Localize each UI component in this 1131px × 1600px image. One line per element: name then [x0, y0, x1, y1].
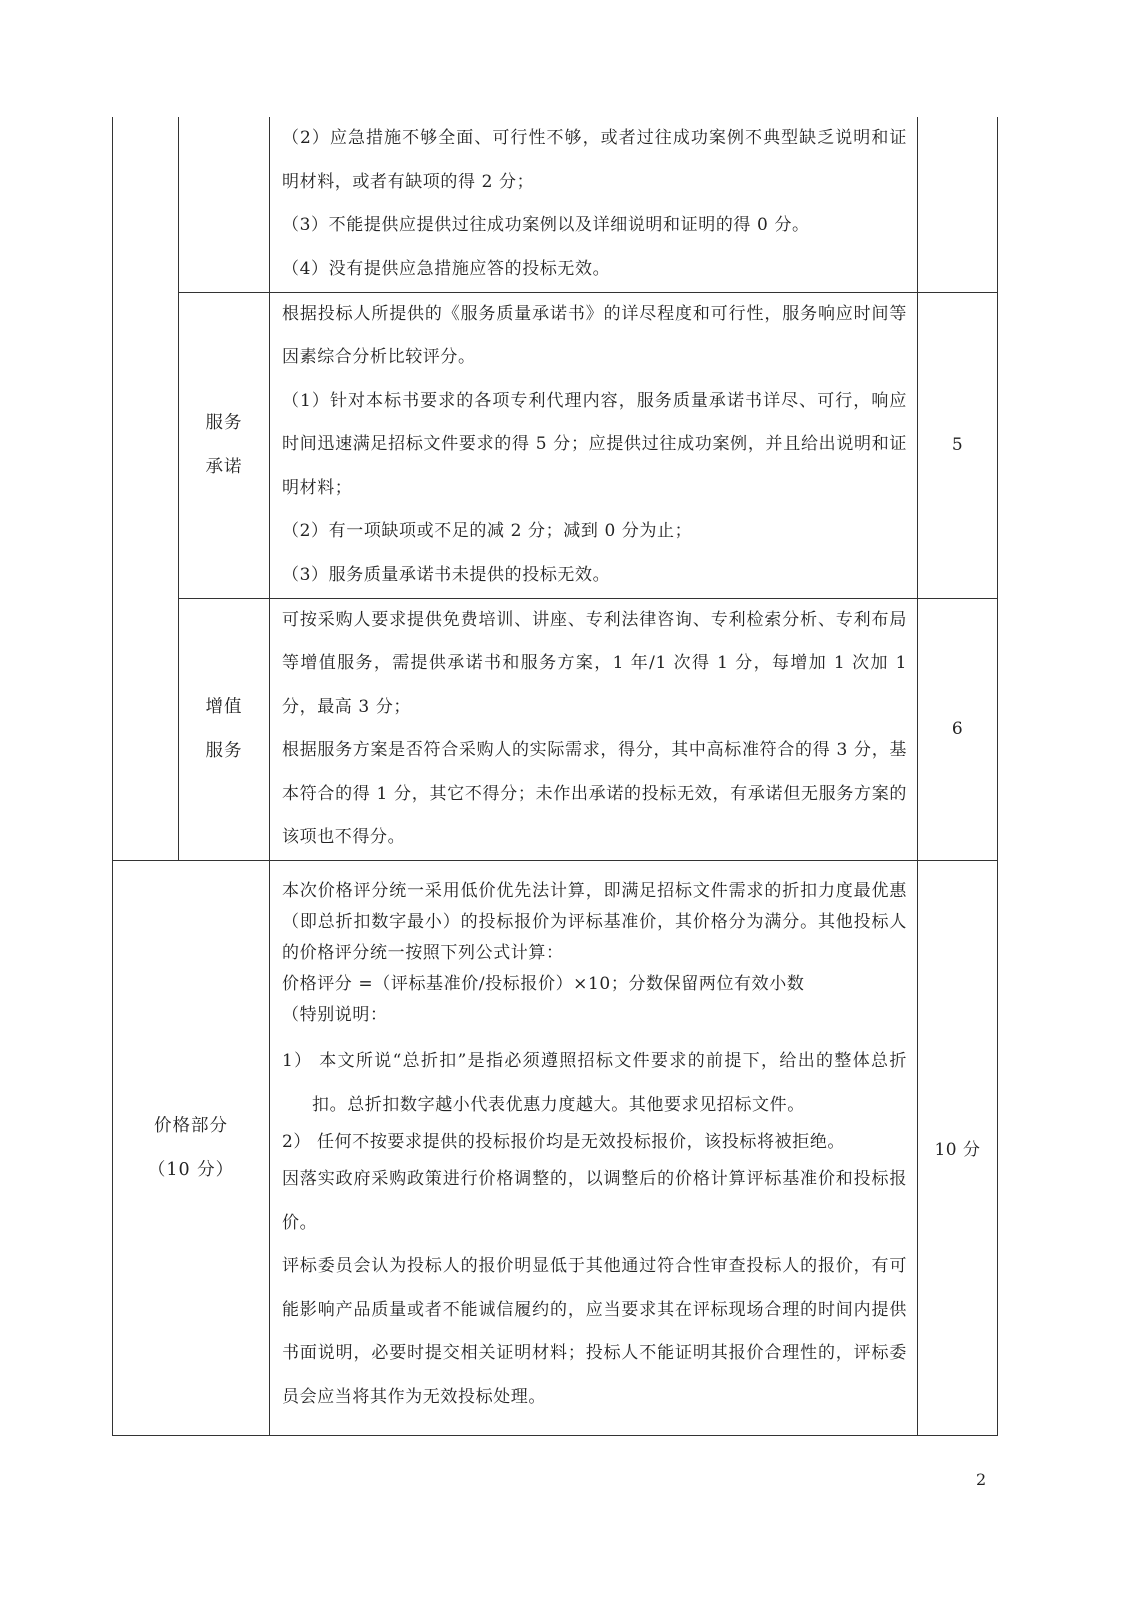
service-commitment-label	[179, 292, 270, 598]
emergency-criteria-cell	[270, 117, 918, 292]
price-label-line1: 价格部分	[154, 1115, 228, 1136]
service-commitment-intro: 根据投标人所提供的《服务质量承诺书》的详尽程度和可行性，服务响应时间等因素综合分析比较评分。	[282, 303, 907, 368]
emergency-item-2: （2）应急措施不够全面、可行性不够，或者过往成功案例不典型缺乏说明和证明材料，或者有缺项的得 2 分；	[282, 128, 907, 192]
emergency-item-3: （3）不能提供应提供过往成功案例以及详细说明和证明的得 0 分。	[282, 215, 810, 236]
price-formula: 价格评分 =（评标基准价/投标报价）×10；分数保留两位有效小数	[282, 974, 805, 994]
subcategory-cell-continued	[179, 117, 270, 292]
price-label	[113, 860, 270, 1435]
scoring-table	[112, 117, 998, 1436]
value-added-paragraph-2: 根据服务方案是否符合采购人的实际需求，得分，其中高标准符合的得 3 分，基本符合的得 1 分，其它不得分；未作出承诺的投标无效，有承诺但无服务方案的该项也不得分。	[282, 740, 907, 847]
price-score: 10 分	[918, 860, 998, 1435]
service-commitment-item-1: （1）针对本标书要求的各项专利代理内容，服务质量承诺书详尽、可行，响应时间迅速满足招标文件要求的得 5 分；应提供过往成功案例，并且给出说明和证明材料；	[282, 390, 907, 498]
price-intro: 本次价格评分统一采用低价优先法计算，即满足招标文件需求的折扣力度最优惠（即总折扣数字最小）的投标报价为评标基准价，其价格分为满分。其他投标人的价格评分统一按照下列公式计算：	[282, 881, 907, 963]
service-commitment-score: 5	[918, 292, 998, 598]
value-added-label	[179, 598, 270, 860]
value-added-label-line2: 服务	[205, 741, 243, 761]
price-note-1: 1） 本文所说“总折扣”是指必须遵照招标文件要求的前提下，给出的整体总折扣。总折扣数字越小代表优惠力度越大。其他要求见招标文件。	[282, 1051, 907, 1115]
price-special-note: （特别说明：	[282, 1005, 388, 1025]
price-low-price-rule: 评标委员会认为投标人的报价明显低于其他通过符合性审查投标人的报价，有可能影响产品质量或者不能诚信履约的，应当要求其在评标现场合理的时间内提供书面说明，必要时提交相关证明材料；投标人不能证明其报价合理性的，评标委员会应当将其作为无效投标处理。	[282, 1256, 907, 1407]
emergency-score-cell	[918, 117, 998, 292]
price-note-2: 2） 任何不按要求提供的投标报价均是无效投标报价，该投标将被拒绝。	[282, 1132, 846, 1152]
service-commitment-label-line2: 承诺	[205, 457, 243, 477]
category-cell-continued	[113, 117, 179, 860]
table-row-price	[113, 860, 998, 1435]
price-policy: 因落实政府采购政策进行价格调整的，以调整后的价格计算评标基准价和投标报价。	[282, 1169, 907, 1233]
price-criteria-cell	[270, 860, 918, 1435]
service-commitment-criteria-cell	[270, 292, 918, 598]
table-row-emergency	[113, 117, 998, 292]
value-added-score: 6	[918, 598, 998, 860]
table-row-service-commitment	[113, 292, 998, 598]
value-added-label-line1: 增值	[205, 697, 243, 717]
service-commitment-item-3: （3）服务质量承诺书未提供的投标无效。	[282, 564, 611, 585]
table-row-value-added	[113, 598, 998, 860]
service-commitment-item-2: （2）有一项缺项或不足的减 2 分；减到 0 分为止；	[282, 521, 693, 542]
value-added-paragraph-1: 可按采购人要求提供免费培训、讲座、专利法律咨询、专利检索分析、专利布局等增值服务，需提供承诺书和服务方案，1 年/1 次得 1 分，每增加 1 次加 1 分，最高 3 分；	[282, 609, 907, 717]
emergency-item-4: （4）没有提供应急措施应答的投标无效。	[282, 258, 611, 279]
service-commitment-label-line1: 服务	[205, 413, 243, 433]
value-added-criteria-cell	[270, 598, 918, 860]
price-label-line2: （10 分）	[147, 1159, 235, 1180]
page-number: 2	[976, 1470, 987, 1489]
